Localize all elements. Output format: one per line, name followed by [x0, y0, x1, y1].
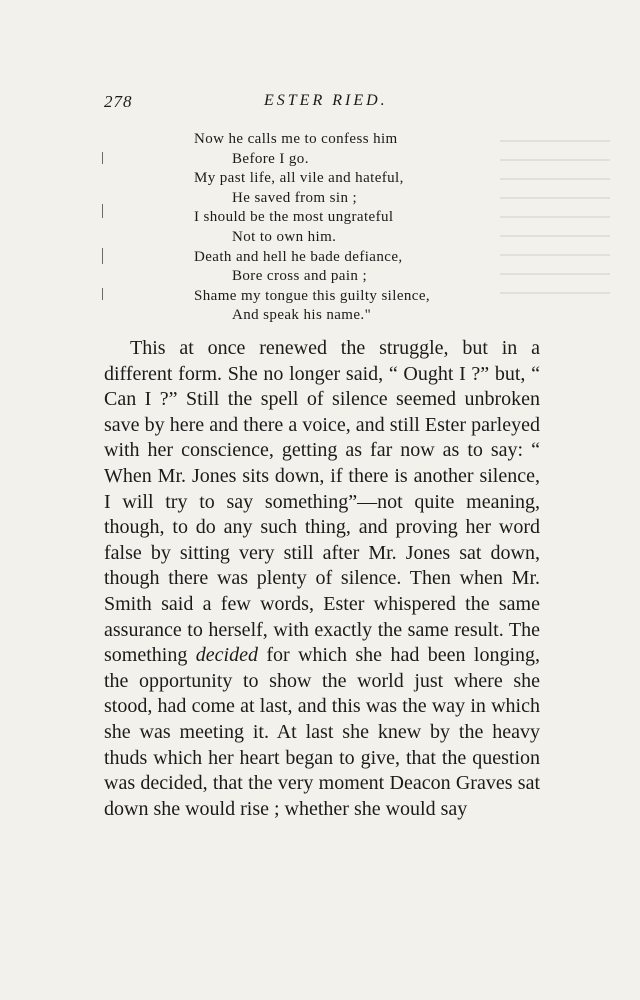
body-text	[104, 336, 540, 822]
poem-line: Before I go.	[232, 150, 309, 167]
margin-mark	[102, 288, 103, 300]
paragraph-text: This at once renewed the struggle, but in a different form. She no longer said, “ Ought I ?” but, “ Can I ?” Still the spell of silence seemed unbroken save by here and there a voice, and still Ester parleyed with her conscience, getting as far now as to say: “ When Mr. Jones sits down, if there is another silence, I will try to say something”—not quite meaning, though, to do any such thing, and proving her word false by sitting very still after Mr. Jones sat down, though there was plenty of silence. Then when Mr. Smith said a few words, Ester whispered the same assurance to herself, with exactly the same result. The something	[104, 337, 540, 667]
poem-block	[194, 130, 534, 326]
paragraph-text: for which she had been longing, the opportunity to show the world just where she stood, had come at last, and this was the way in which she was meeting it. At last she knew by the heavy thuds which her heart began to give, that the question was decided, that the very moment Deacon Graves sat down she would rise ; whether she would say	[104, 644, 541, 820]
poem-line: I should be the most ungrateful	[194, 209, 394, 226]
poem-line: Not to own him.	[232, 228, 337, 245]
margin-mark	[102, 248, 103, 264]
paragraph	[104, 336, 540, 822]
poem-line: And speak his name."	[232, 307, 372, 324]
poem-line: Death and hell he bade defiance,	[194, 248, 403, 265]
margin-mark	[102, 152, 103, 164]
emphasized-word: decided	[195, 644, 258, 667]
poem-line: Now he calls me to confess him	[194, 131, 398, 147]
poem-line: My past life, all vile and hateful,	[194, 170, 404, 187]
poem-line: Shame my tongue this guilty silence,	[194, 287, 431, 304]
running-title: ESTER RIED.	[264, 92, 388, 109]
poem-line: Bore cross and pain ;	[232, 268, 368, 285]
running-head	[104, 92, 540, 118]
poem-line: He saved from sin ;	[232, 189, 358, 206]
margin-mark	[102, 204, 103, 218]
page-number: 278	[104, 92, 133, 111]
